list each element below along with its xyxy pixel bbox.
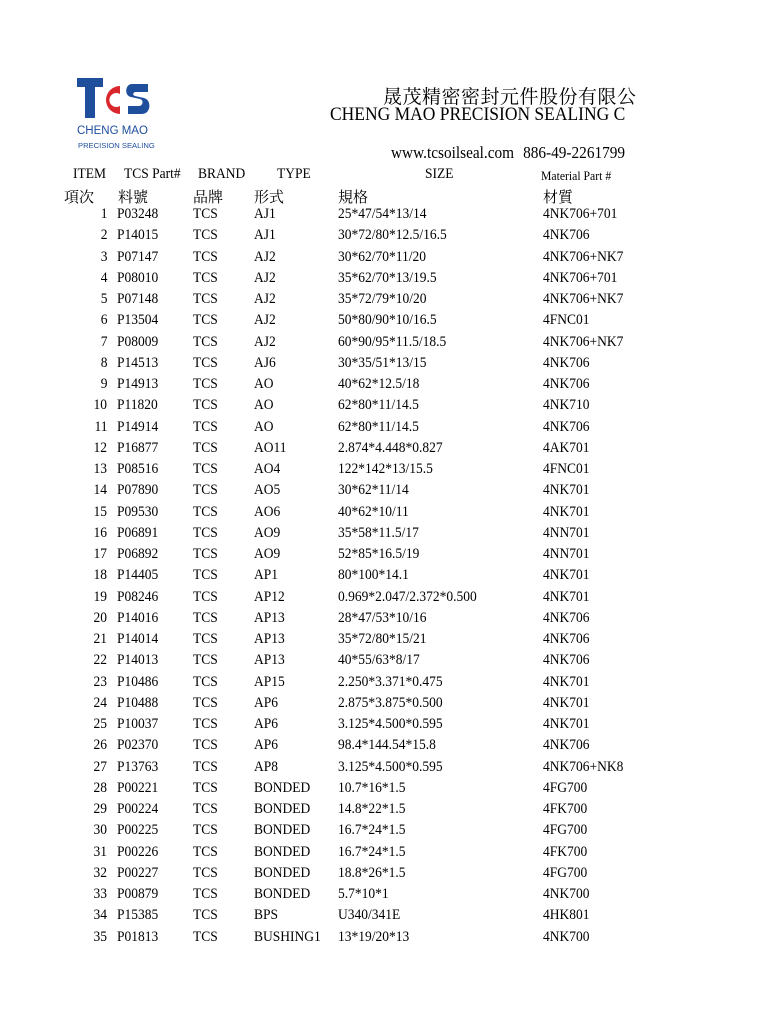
- part-number: P14013: [117, 652, 159, 669]
- part-number: P06892: [117, 546, 159, 562]
- seal-type: AO9: [254, 546, 281, 562]
- material-part: 4FNC01: [543, 312, 590, 329]
- material-part: 4NK710: [543, 397, 590, 414]
- seal-size: 25*47/54*13/14: [338, 206, 427, 222]
- table-row: [0, 249, 768, 270]
- material-part: 4NK706: [543, 631, 590, 647]
- seal-size: U340/341E: [338, 907, 401, 924]
- seal-size: 3.125*4.500*0.595: [338, 716, 443, 732]
- seal-size: 98.4*144.54*15.8: [338, 737, 436, 754]
- seal-size: 16.7*24*1.5: [338, 822, 406, 839]
- material-part: 4NK706: [543, 354, 590, 371]
- material-part: 4NK701: [543, 716, 590, 732]
- item-number: 26: [93, 737, 107, 754]
- brand: TCS: [193, 418, 218, 435]
- seal-type: BONDED: [254, 864, 311, 881]
- seal-size: 62*80*11/14.5: [338, 397, 419, 414]
- parts-table: [0, 206, 768, 1006]
- seal-size: 2.874*4.448*0.827: [338, 439, 443, 456]
- part-number: P02370: [117, 737, 159, 754]
- part-number: P15385: [117, 907, 159, 924]
- material-part: 4NK706: [543, 376, 590, 392]
- table-row: [0, 376, 768, 397]
- seal-size: 5.7*10*1: [338, 886, 389, 902]
- brand: TCS: [193, 439, 218, 456]
- table-row: [0, 312, 768, 333]
- item-number: 23: [93, 673, 107, 690]
- seal-type: AJ2: [254, 333, 276, 350]
- table-row: [0, 801, 768, 822]
- item-number: 12: [93, 439, 107, 456]
- brand: TCS: [193, 631, 218, 647]
- part-number: P09530: [117, 503, 159, 520]
- part-number: P06891: [117, 524, 159, 541]
- seal-type: AO: [254, 418, 274, 435]
- material-part: 4FG700: [543, 779, 588, 796]
- table-row: [0, 440, 768, 461]
- table-row: [0, 291, 768, 312]
- item-number: 19: [93, 588, 107, 605]
- seal-size: 14.8*22*1.5: [338, 801, 406, 817]
- seal-type: AO4: [254, 461, 281, 477]
- table-row: [0, 589, 768, 610]
- seal-type: AP12: [254, 588, 285, 605]
- seal-type: AJ2: [254, 291, 276, 307]
- part-number: P01813: [117, 928, 159, 945]
- seal-size: 16.7*24*1.5: [338, 843, 406, 860]
- item-number: 11: [93, 418, 107, 435]
- material-part: 4NK706: [543, 227, 590, 244]
- part-number: P07890: [117, 482, 159, 499]
- item-number: 28: [93, 779, 107, 796]
- item-number: 7: [100, 333, 107, 350]
- brand: TCS: [193, 864, 218, 881]
- material-part: 4FNC01: [543, 461, 590, 477]
- seal-type: BONDED: [254, 843, 311, 860]
- seal-type: BONDED: [254, 801, 311, 817]
- item-number: 4: [100, 269, 107, 286]
- item-number: 29: [93, 801, 107, 817]
- seal-size: 10.7*16*1.5: [338, 779, 406, 796]
- part-number: P14015: [117, 227, 159, 244]
- table-row: [0, 355, 768, 376]
- brand: TCS: [193, 886, 218, 902]
- col-header-material-cn: 材質: [543, 190, 574, 206]
- seal-size: 3.125*4.500*0.595: [338, 758, 443, 775]
- table-row: [0, 419, 768, 440]
- material-part: 4NK701: [543, 694, 590, 711]
- brand: TCS: [193, 822, 218, 839]
- brand: TCS: [193, 376, 218, 392]
- brand: TCS: [193, 312, 218, 329]
- seal-size: 40*62*12.5/18: [338, 376, 420, 392]
- col-header-part: TCS Part#: [124, 166, 181, 182]
- brand: TCS: [193, 694, 218, 711]
- table-row: [0, 504, 768, 525]
- part-number: P14014: [117, 631, 159, 647]
- company-contact: [391, 143, 634, 163]
- brand: TCS: [193, 333, 218, 350]
- seal-type: AJ2: [254, 248, 276, 265]
- brand: TCS: [193, 248, 218, 265]
- seal-size: 13*19/20*13: [338, 928, 410, 945]
- table-row: [0, 674, 768, 695]
- brand: TCS: [193, 461, 218, 477]
- seal-size: 62*80*11/14.5: [338, 418, 419, 435]
- col-header-brand: BRAND: [198, 166, 246, 182]
- table-row: [0, 759, 768, 780]
- seal-type: BONDED: [254, 886, 311, 902]
- seal-type: AJ1: [254, 227, 276, 244]
- item-number: 32: [93, 864, 107, 881]
- material-part: 4NK701: [543, 482, 590, 499]
- item-number: 22: [93, 652, 107, 669]
- table-row: [0, 907, 768, 928]
- item-number: 1: [100, 206, 107, 222]
- seal-type: AJ2: [254, 269, 276, 286]
- item-number: 30: [93, 822, 107, 839]
- seal-type: AO5: [254, 482, 281, 499]
- material-part: 4NK706: [543, 609, 590, 626]
- part-number: P08009: [117, 333, 159, 350]
- brand: TCS: [193, 567, 218, 584]
- seal-type: AP13: [254, 631, 285, 647]
- material-part: 4AK701: [543, 439, 590, 456]
- part-number: P03248: [117, 206, 159, 222]
- seal-type: BUSHING1: [254, 928, 321, 945]
- table-row: [0, 844, 768, 865]
- material-part: 4NK706: [543, 652, 590, 669]
- brand: TCS: [193, 269, 218, 286]
- material-part: 4NN701: [543, 524, 590, 541]
- part-number: P14405: [117, 567, 159, 584]
- brand: TCS: [193, 206, 218, 222]
- part-number: P11820: [117, 397, 158, 414]
- company-name-en: CHENG MAO PRECISION SEALING C: [330, 104, 626, 125]
- col-header-part-cn: 料號: [118, 190, 149, 206]
- logo-line2: PRECISION SEALING: [78, 141, 155, 150]
- company-header: [0, 0, 768, 170]
- table-row: [0, 567, 768, 588]
- brand: TCS: [193, 652, 218, 669]
- table-row: [0, 227, 768, 248]
- material-part: 4FG700: [543, 822, 588, 839]
- seal-size: 122*142*13/15.5: [338, 461, 433, 477]
- col-header-type-cn: 形式: [254, 190, 285, 206]
- brand: TCS: [193, 354, 218, 371]
- item-number: 9: [100, 376, 107, 392]
- item-number: 35: [93, 928, 107, 945]
- material-part: 4NK706+NK8: [543, 758, 624, 775]
- seal-type: BPS: [254, 907, 279, 924]
- brand: TCS: [193, 928, 218, 945]
- seal-size: 52*85*16.5/19: [338, 546, 420, 562]
- table-row: [0, 610, 768, 631]
- seal-size: 40*62*10/11: [338, 503, 409, 520]
- part-number: P10037: [117, 716, 159, 732]
- brand: TCS: [193, 524, 218, 541]
- item-number: 8: [100, 354, 107, 371]
- seal-type: AP13: [254, 609, 285, 626]
- seal-size: 35*72/80*15/21: [338, 631, 427, 647]
- material-part: 4NK706: [543, 737, 590, 754]
- part-number: P14914: [117, 418, 159, 435]
- table-row: [0, 652, 768, 673]
- part-number: P00224: [117, 801, 159, 817]
- seal-size: 0.969*2.047/2.372*0.500: [338, 588, 477, 605]
- table-row: [0, 695, 768, 716]
- material-part: 4FK700: [543, 801, 588, 817]
- seal-type: AP1: [254, 567, 279, 584]
- item-number: 16: [93, 524, 107, 541]
- part-number: P08516: [117, 461, 159, 477]
- item-number: 33: [93, 886, 107, 902]
- brand: TCS: [193, 801, 218, 817]
- company-website: www.tcsoilseal.com: [391, 143, 515, 162]
- item-number: 14: [93, 482, 107, 499]
- seal-type: BONDED: [254, 822, 311, 839]
- material-part: 4NK706+NK7: [543, 248, 624, 265]
- seal-size: 40*55/63*8/17: [338, 652, 420, 669]
- item-number: 34: [93, 907, 107, 924]
- material-part: 4NK700: [543, 886, 590, 902]
- seal-size: 28*47/53*10/16: [338, 609, 427, 626]
- logo-line1: CHENG MAO: [77, 125, 148, 137]
- brand: TCS: [193, 716, 218, 732]
- seal-type: AJ6: [254, 354, 276, 371]
- material-part: 4NK706+701: [543, 269, 618, 286]
- material-part: 4NK701: [543, 673, 590, 690]
- table-row: [0, 886, 768, 907]
- part-number: P14513: [117, 354, 159, 371]
- table-row: [0, 822, 768, 843]
- part-number: P16877: [117, 439, 159, 456]
- seal-size: 30*62/70*11/20: [338, 248, 427, 265]
- item-number: 27: [93, 758, 107, 775]
- material-part: 4NK700: [543, 928, 590, 945]
- material-part: 4HK801: [543, 907, 590, 924]
- seal-type: AO: [254, 397, 274, 414]
- item-number: 21: [93, 631, 107, 647]
- material-part: 4NK706+NK7: [543, 333, 624, 350]
- part-number: P00225: [117, 822, 159, 839]
- brand: TCS: [193, 737, 218, 754]
- brand: TCS: [193, 673, 218, 690]
- seal-size: 30*72/80*12.5/16.5: [338, 227, 447, 244]
- seal-size: 60*90/95*11.5/18.5: [338, 333, 447, 350]
- material-part: 4NK701: [543, 503, 590, 520]
- seal-size: 80*100*14.1: [338, 567, 409, 584]
- table-row: [0, 716, 768, 737]
- table-row: [0, 631, 768, 652]
- seal-type: AJ2: [254, 312, 276, 329]
- item-number: 3: [100, 248, 107, 265]
- table-row: [0, 525, 768, 546]
- table-row: [0, 206, 768, 227]
- brand: TCS: [193, 227, 218, 244]
- seal-type: AO: [254, 376, 274, 392]
- seal-size: 30*35/51*13/15: [338, 354, 427, 371]
- table-row: [0, 929, 768, 950]
- item-number: 6: [100, 312, 107, 329]
- table-row: [0, 737, 768, 758]
- col-header-size: SIZE: [425, 166, 454, 182]
- material-part: 4NK701: [543, 567, 590, 584]
- item-number: 15: [93, 503, 107, 520]
- seal-size: 18.8*26*1.5: [338, 864, 406, 881]
- part-number: P10486: [117, 673, 159, 690]
- seal-size: 50*80/90*10/16.5: [338, 312, 437, 329]
- part-number: P00221: [117, 779, 159, 796]
- seal-type: AP6: [254, 716, 279, 732]
- brand: TCS: [193, 779, 218, 796]
- material-part: 4NK706+701: [543, 206, 618, 222]
- col-header-size-cn: 規格: [338, 190, 369, 206]
- part-number: P00226: [117, 843, 159, 860]
- table-row: [0, 482, 768, 503]
- brand: TCS: [193, 503, 218, 520]
- material-part: 4NK701: [543, 588, 590, 605]
- part-number: P00227: [117, 864, 159, 881]
- col-header-item-cn: 項次: [64, 190, 95, 206]
- col-header-item: ITEM: [73, 166, 107, 182]
- seal-size: 35*58*11.5/17: [338, 524, 419, 541]
- brand: TCS: [193, 291, 218, 307]
- item-number: 18: [93, 567, 107, 584]
- table-row: [0, 270, 768, 291]
- brand: TCS: [193, 546, 218, 562]
- seal-type: AO6: [254, 503, 281, 520]
- material-part: 4FG700: [543, 864, 588, 881]
- brand: TCS: [193, 843, 218, 860]
- item-number: 24: [93, 694, 107, 711]
- seal-size: 2.250*3.371*0.475: [338, 673, 443, 690]
- part-number: P07147: [117, 248, 159, 265]
- table-row: [0, 865, 768, 886]
- part-number: P13763: [117, 758, 159, 775]
- brand: TCS: [193, 758, 218, 775]
- seal-size: 30*62*11/14: [338, 482, 409, 499]
- item-number: 20: [93, 609, 107, 626]
- brand: TCS: [193, 907, 218, 924]
- company-phone: 886-49-2261799: [523, 143, 626, 162]
- seal-size: 2.875*3.875*0.500: [338, 694, 443, 711]
- material-part: 4NK706+NK7: [543, 291, 624, 307]
- col-header-brand-cn: 品牌: [193, 190, 224, 206]
- seal-type: AJ1: [254, 206, 276, 222]
- part-number: P10488: [117, 694, 159, 711]
- table-row: [0, 546, 768, 567]
- material-part: 4NN701: [543, 546, 590, 562]
- material-part: 4FK700: [543, 843, 588, 860]
- table-row: [0, 461, 768, 482]
- item-number: 13: [93, 461, 107, 477]
- part-number: P07148: [117, 291, 159, 307]
- table-row: [0, 397, 768, 418]
- col-header-material: Material Part #: [541, 168, 612, 183]
- seal-size: 35*72/79*10/20: [338, 291, 427, 307]
- seal-type: AP6: [254, 737, 279, 754]
- part-number: P00879: [117, 886, 159, 902]
- item-number: 17: [93, 546, 107, 562]
- item-number: 10: [93, 397, 107, 414]
- seal-type: AP6: [254, 694, 279, 711]
- part-number: P14016: [117, 609, 159, 626]
- seal-type: AO11: [254, 439, 287, 456]
- item-number: 25: [93, 716, 107, 732]
- seal-type: AP8: [254, 758, 279, 775]
- table-row: [0, 334, 768, 355]
- brand: TCS: [193, 482, 218, 499]
- item-number: 31: [93, 843, 107, 860]
- col-header-type: TYPE: [277, 166, 311, 182]
- seal-type: AO9: [254, 524, 281, 541]
- brand: TCS: [193, 397, 218, 414]
- seal-type: AP13: [254, 652, 285, 669]
- item-number: 5: [100, 291, 107, 307]
- company-name-cn: 晟茂精密密封元件股份有限公: [383, 87, 637, 108]
- seal-size: 35*62/70*13/19.5: [338, 269, 437, 286]
- material-part: 4NK706: [543, 418, 590, 435]
- brand: TCS: [193, 609, 218, 626]
- part-number: P08010: [117, 269, 159, 286]
- part-number: P13504: [117, 312, 159, 329]
- table-row: [0, 780, 768, 801]
- brand: TCS: [193, 588, 218, 605]
- item-number: 2: [100, 227, 107, 244]
- part-number: P08246: [117, 588, 159, 605]
- seal-type: AP15: [254, 673, 285, 690]
- part-number: P14913: [117, 376, 159, 392]
- seal-type: BONDED: [254, 779, 311, 796]
